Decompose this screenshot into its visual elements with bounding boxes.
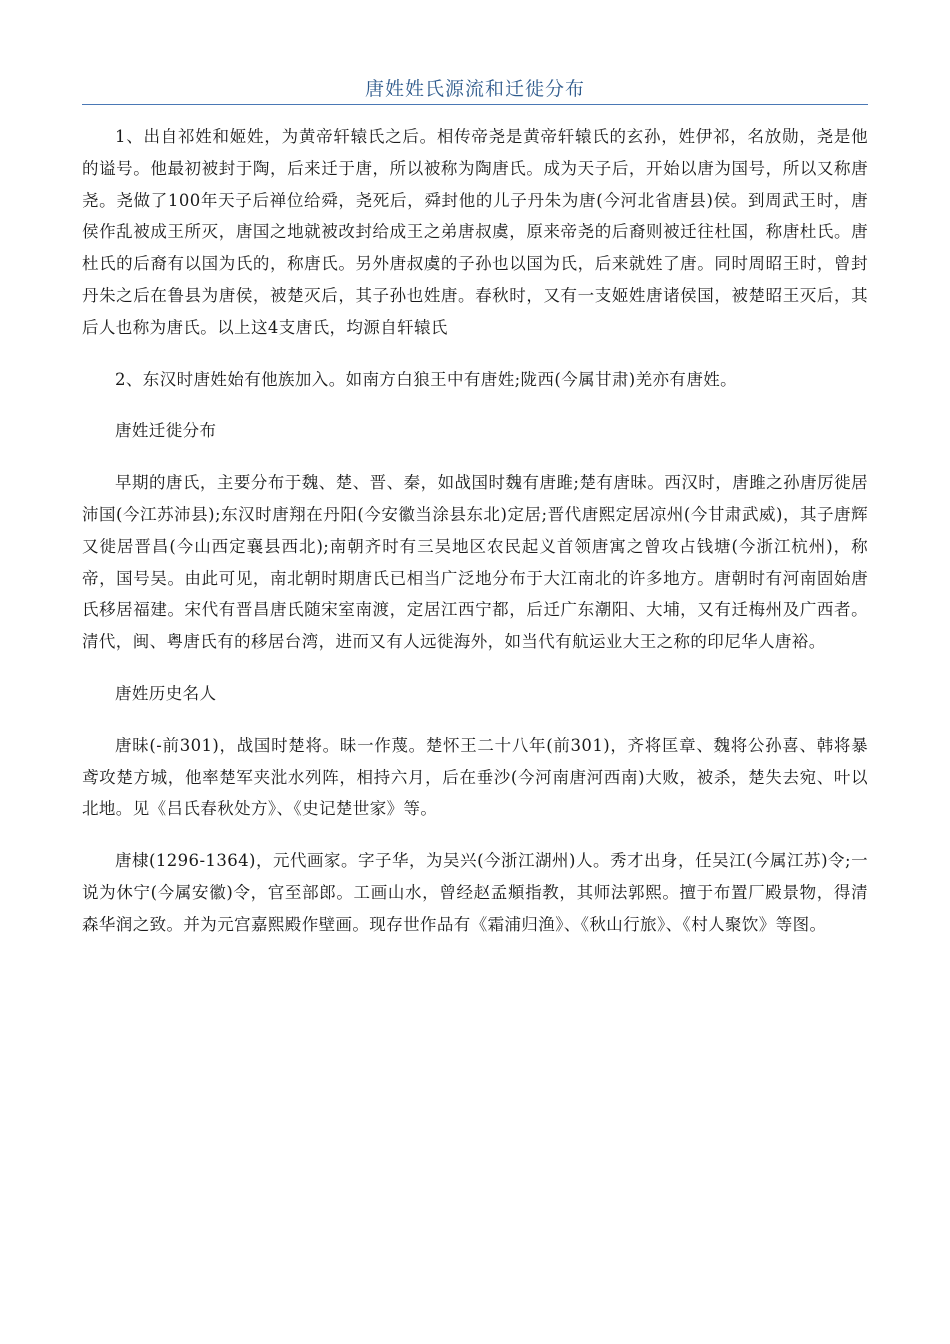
page-title: 唐姓姓氏源流和迁徙分布	[82, 74, 868, 105]
famous-people-heading: 唐姓历史名人	[115, 683, 217, 703]
document-page	[82, 74, 868, 961]
origin-paragraph-2: 2、东汉时唐姓始有他族加入。如南方白狼王中有唐姓;陇西(今属甘肃)羌亦有唐姓。	[115, 369, 738, 389]
origin-paragraph-1: 1、出自祁姓和姬姓，为黄帝轩辕氏之后。相传帝尧是黄帝轩辕氏的玄孙，姓伊祁，名放勋，尧是他的谥号。他最初被封于陶，后来迁于唐，所以被称为陶唐氏。成为天子后，开始以唐为国号，所以又称唐尧。尧做了100年天子后禅位给舜，尧死后，舜封他的儿子丹朱为唐(今河北省唐县)侯。到周武王时，唐侯作乱被成王所灭，唐国之地就被改封给成王之弟唐叔虞，原来帝尧的后裔则被迁往杜国，称唐杜氏。唐杜氏的后裔有以国为氏的，称唐氏。另外唐叔虞的子孙也以国为氏，后来就姓了唐。同时周昭王时，曾封丹朱之后在鲁县为唐侯，被楚灭后，其子孙也姓唐。春秋时，又有一支姬姓唐诸侯国，被楚昭王灭后，其后人也称为唐氏。以上这4支唐氏，均源自轩辕氏	[82, 127, 868, 337]
migration-paragraph: 早期的唐氏，主要分布于魏、楚、晋、秦，如战国时魏有唐雎;楚有唐昧。西汉时，唐雎之孙唐厉徙居沛国(今江苏沛县);东汉时唐翔在丹阳(今安徽当涂县东北)定居;晋代唐熙定居凉州(今甘肃武威)，其子唐辉又徙居晋昌(今山西定襄县西北);南朝齐时有三吴地区农民起义首领唐寓之曾攻占钱塘(今浙江杭州)，称帝，国号吴。由此可见，南北朝时期唐氏已相当广泛地分布于大江南北的许多地方。唐朝时有河南固始唐氏移居福建。宋代有晋昌唐氏随宋室南渡，定居江西宁都，后迁广东潮阳、大埔，又有迁梅州及广西者。清代，闽、粤唐氏有的移居台湾，进而又有人远徙海外，如当代有航运业大王之称的印尼华人唐裕。	[82, 473, 868, 652]
person-paragraph-tang-mei: 唐昧(-前301)，战国时楚将。昧一作蔑。楚怀王二十八年(前301)，齐将匡章、魏将公孙喜、韩将暴鸢攻楚方城，他率楚军夹沘水列阵，相持六月，后在垂沙(今河南唐河西南)大败，被杀，楚失去宛、叶以北地。见《吕氏春秋处方》、《史记楚世家》等。	[82, 735, 868, 819]
person-paragraph-tang-di: 唐棣(1296-1364)，元代画家。字子华，为吴兴(今浙江湖州)人。秀才出身，任吴江(今属江苏)令;一说为休宁(今属安徽)令，官至部郎。工画山水，曾经赵孟頫指教，其师法郭熙。擅于布置厂殿景物，得清森华润之致。并为元宫嘉熙殿作壁画。现存世作品有《霜浦归渔》、《秋山行旅》、《村人聚饮》等图。	[82, 851, 868, 934]
migration-heading: 唐姓迁徙分布	[115, 421, 217, 441]
